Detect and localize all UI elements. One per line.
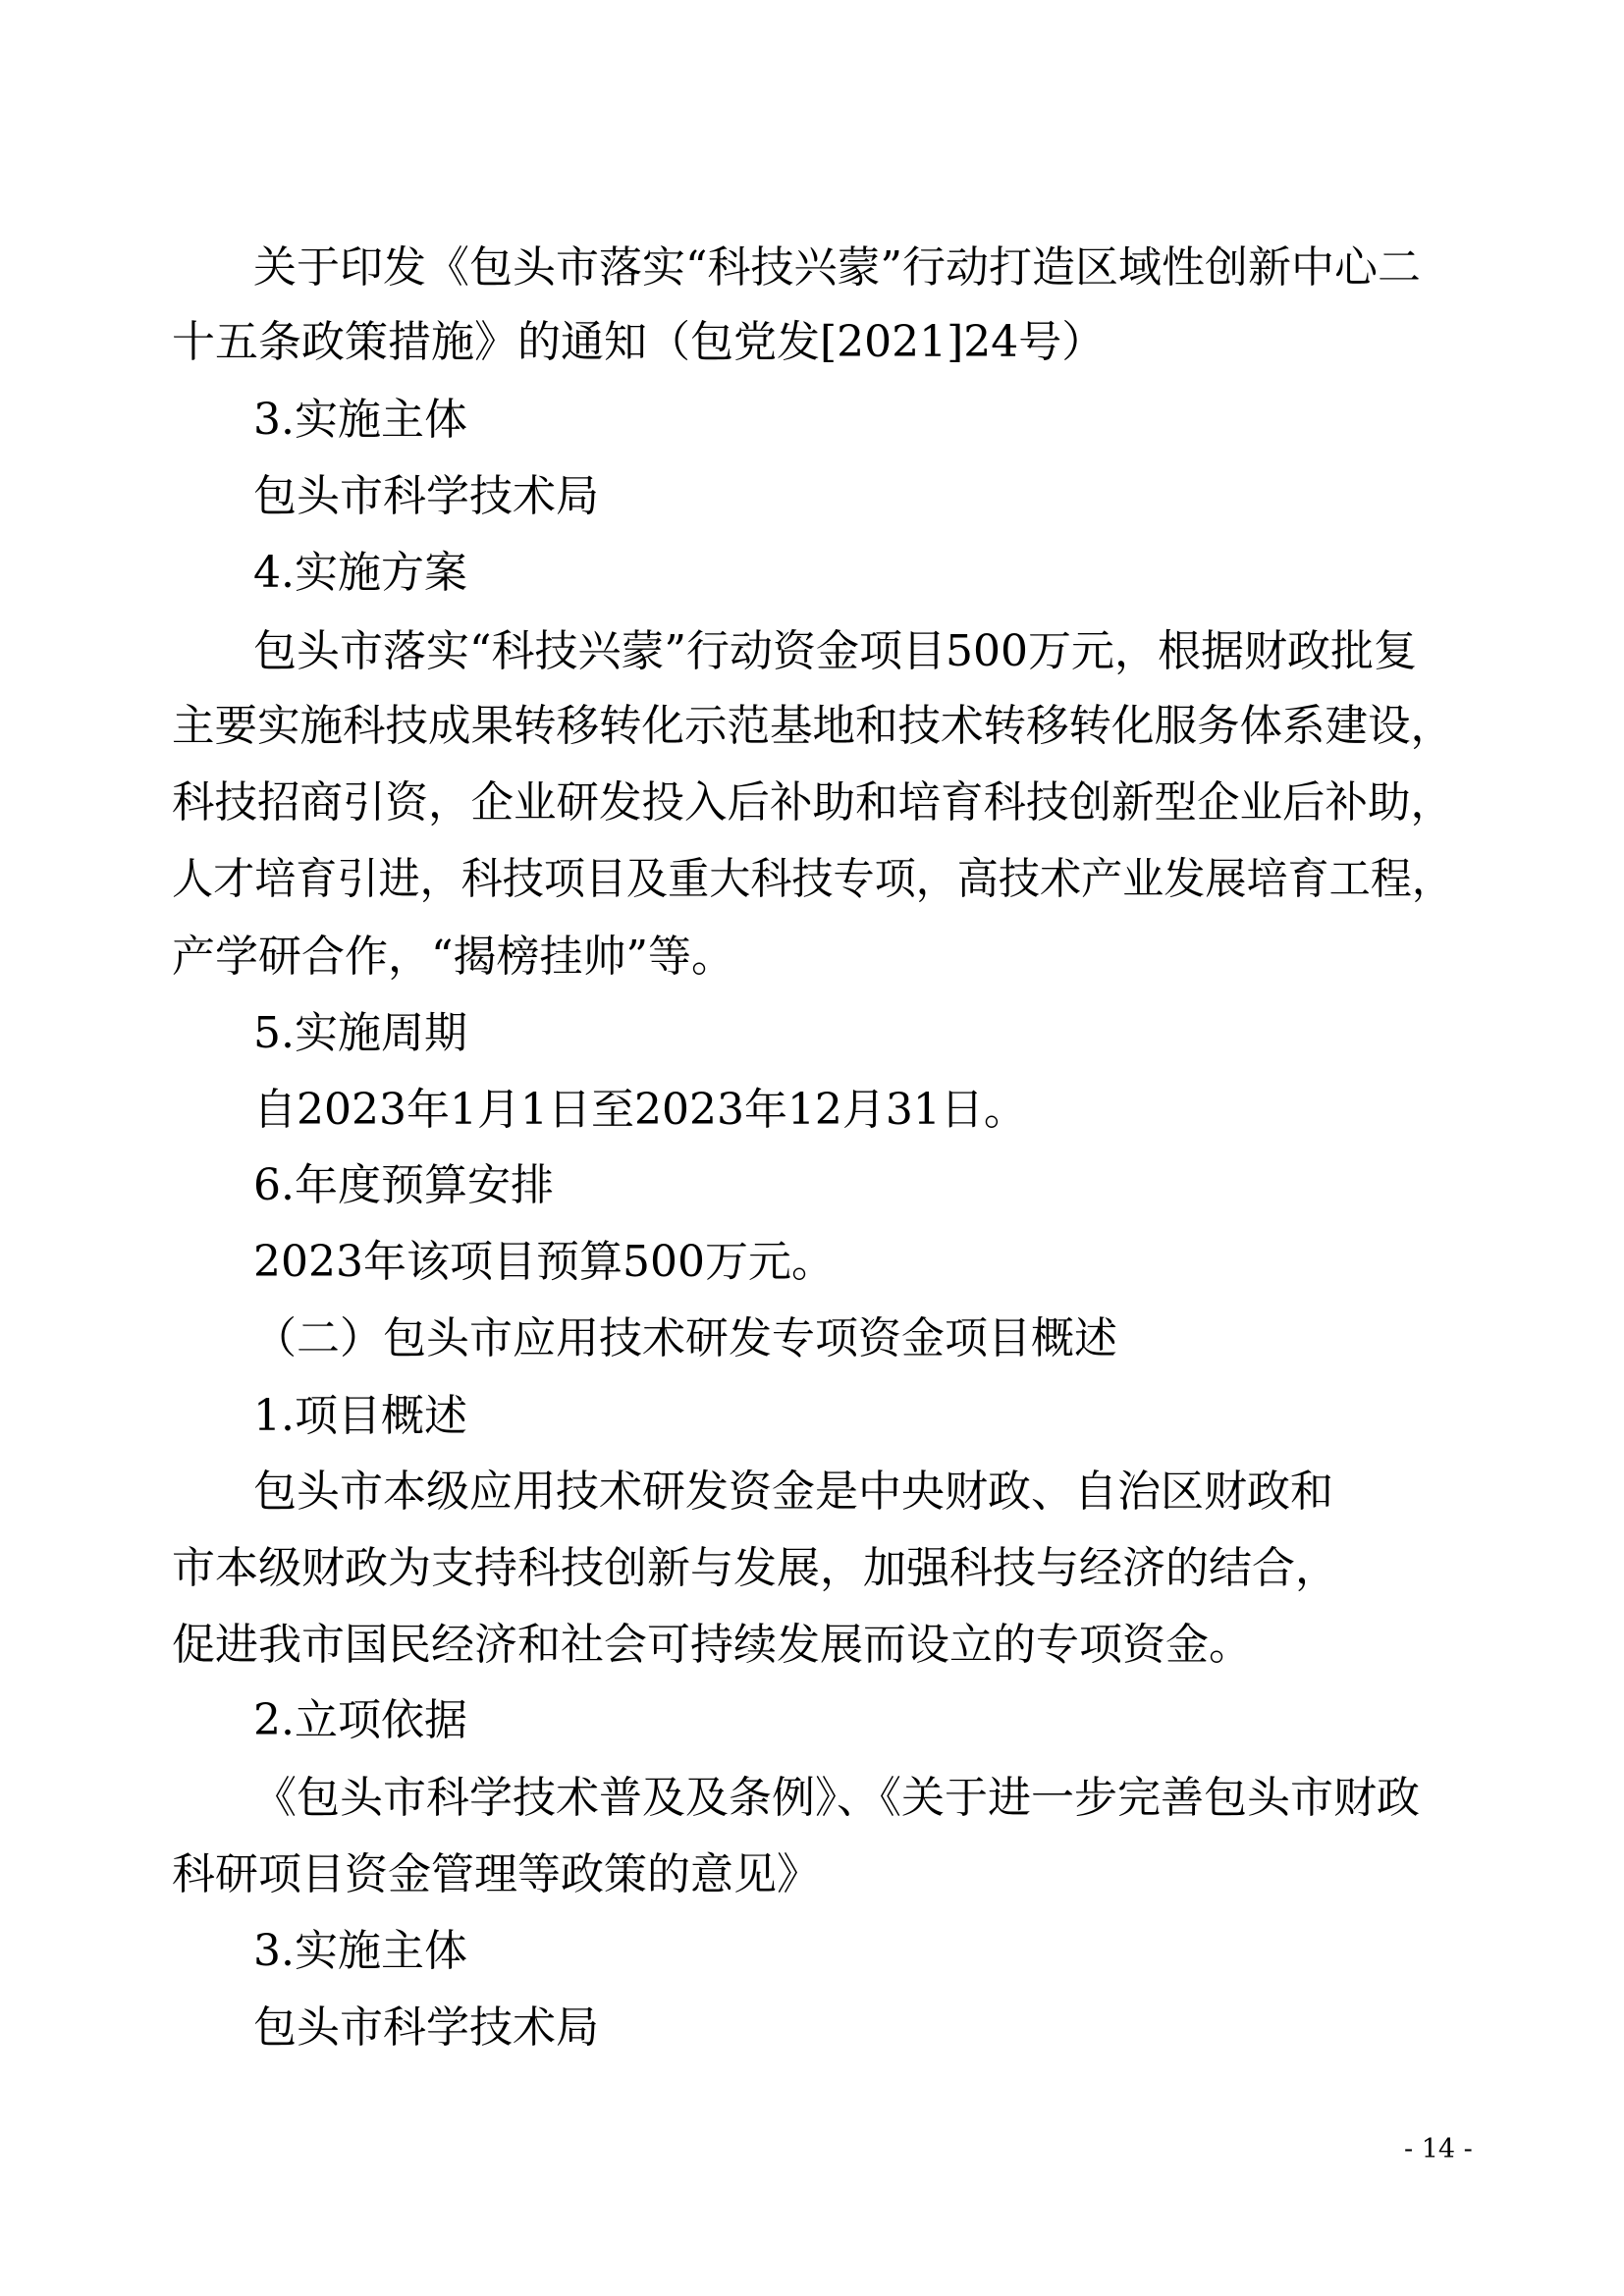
subsection-heading: （二）包头市应用技术研发专项资金项目概述 <box>253 1313 1117 1363</box>
section-heading-plan: 4.实施方案 <box>253 548 467 598</box>
text-line-period: 自2023年1月1日至2023年12月31日。 <box>253 1085 1027 1135</box>
text-line-overview-3: 促进我市国民经济和社会可持续发展而设立的专项资金。 <box>172 1620 1252 1670</box>
text-line-plan-5: 产学研合作，“揭榜挂帅”等。 <box>172 932 734 982</box>
page-number: - 14 - <box>1404 2134 1473 2164</box>
section-heading-implementer: 3.实施主体 <box>253 395 467 445</box>
text-line-basis-1: 《包头市科学技术普及及条例》、《关于进一步完善包头市财政 <box>253 1773 1420 1823</box>
text-line-implementer: 包头市科学技术局 <box>253 471 599 521</box>
section-heading-basis: 2.立项依据 <box>253 1695 467 1745</box>
text-line-basis-2: 科研项目资金管理等政策的意见》 <box>172 1849 820 1899</box>
section-heading-overview: 1.项目概述 <box>253 1391 467 1441</box>
text-line-plan-3: 科技招商引资，企业研发投入后补助和培育科技创新型企业后补助， <box>172 777 1453 828</box>
text-line-1: 关于印发《包头市落实“科技兴蒙”行动打造区域性创新中心二 <box>253 242 1421 293</box>
text-line-budget: 2023年该项目预算500万元。 <box>253 1237 835 1287</box>
section-heading-period: 5.实施周期 <box>253 1008 467 1058</box>
text-line-implementer-2: 包头市科学技术局 <box>253 2002 599 2053</box>
text-line-plan-4: 人才培育引进，科技项目及重大科技专项，高技术产业发展培育工程， <box>172 854 1453 904</box>
section-heading-implementer-2: 3.实施主体 <box>253 1926 467 1976</box>
section-heading-budget: 6.年度预算安排 <box>253 1160 554 1210</box>
text-line-overview-1: 包头市本级应用技术研发资金是中央财政、自治区财政和 <box>253 1467 1333 1517</box>
text-line-plan-1: 包头市落实“科技兴蒙”行动资金项目500万元，根据财政批复 <box>253 626 1417 676</box>
text-line-overview-2: 市本级财政为支持科技创新与发展，加强科技与经济的结合， <box>172 1543 1338 1593</box>
text-line-2: 十五条政策措施》的通知（包党发[2021]24号） <box>172 317 1106 367</box>
text-line-plan-2: 主要实施科技成果转移转化示范基地和技术转移转化服务体系建设， <box>172 701 1453 751</box>
